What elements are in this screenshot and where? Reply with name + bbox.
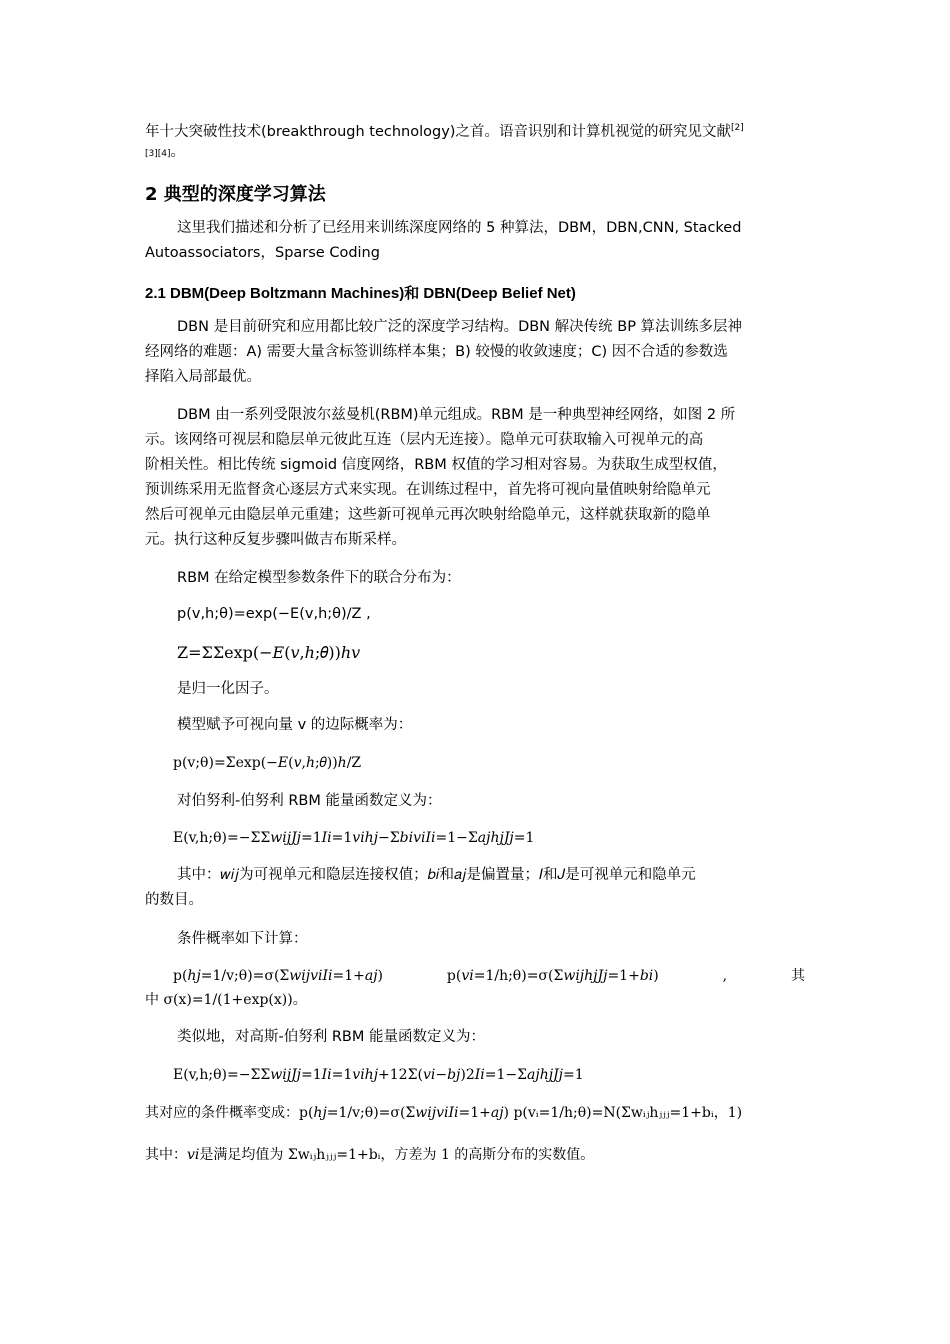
formula: 其	[790, 968, 805, 984]
paragraph-line: 对伯努利-伯努利 RBM 能量函数定义为：	[177, 793, 442, 809]
citation-ref: [2]	[730, 123, 744, 133]
text-line	[145, 116, 744, 145]
text-line	[145, 140, 185, 167]
paragraph-line: 的数目。	[145, 892, 203, 908]
paragraph-line: DBM 由一系列受限波尔兹曼机(RBM)单元组成。RBM 是一种典型神经网络，如图 2 所	[177, 407, 736, 423]
paragraph-line: 择陷入局部最优。	[145, 369, 261, 385]
paragraph-line: 阶相关性。相比传统 sigmoid 信度网络，RBM 权值的学习相对容易。为获取生成型权值，	[145, 457, 727, 473]
formula-row	[173, 964, 805, 989]
formula: 中 σ(x)=1/(1+exp(x))。	[145, 992, 307, 1008]
paragraph-line: DBN 是目前研究和应用都比较广泛的深度学习结构。DBN 解决传统 BP 算法训练多层神	[177, 319, 743, 335]
paragraph-line: 其中：𝑣𝑖是满足均值为 Σwᵢⱼhⱼⱼⱼ=1+bᵢ，方差为 1 的高斯分布的实数值。	[145, 1147, 595, 1163]
paragraph-line: 元。执行这种反复步骤叫做吉布斯采样。	[145, 532, 406, 548]
formula: p(v;θ)=Σexp(−𝐸(𝑣,ℎ;𝜃))ℎ/Z	[173, 755, 362, 771]
formula: p(𝑣𝑖=1/h;θ)=σ(Σ𝑤𝑖𝑗ℎ𝑗𝐽𝑗=1+𝑏𝑖)	[446, 968, 659, 984]
text-span: 年十大突破性技术(breakthrough technology)之首。语音识别和计算机视觉的研究见文献	[145, 124, 731, 140]
text-span: 。	[170, 144, 185, 160]
paragraph-line: 条件概率如下计算：	[177, 931, 308, 947]
paragraph-line: 经网络的难题：A) 需要大量含标签训练样本集；B) 较慢的收敛速度；C) 因不合适的参数选	[145, 344, 728, 360]
formula: ,	[722, 968, 728, 984]
paragraph-line: 预训练采用无监督贪心逐层方式来实现。在训练过程中，首先将可视向量值映射给隐单元	[145, 482, 711, 498]
formula: E(v,h;θ)=−ΣΣ𝑤𝑖𝑗𝐽𝑗=1𝐼𝑖=1𝑣𝑖ℎ𝑗−Σ𝑏𝑖𝑣𝑖𝐼𝑖=1−Σ𝑎𝑗ℎ𝑗𝐽𝑗=1	[173, 830, 535, 846]
paragraph-line: 其中：𝑤𝑖𝑗为可视单元和隐层连接权值；𝑏𝑖和𝑎𝑗是偏置量；𝐼和𝐽是可视单元和隐单元	[177, 867, 696, 883]
formula: Z=ΣΣexp(−𝐸(𝑣,ℎ;𝜃))ℎ𝑣	[177, 643, 361, 662]
paragraph-line: 是归一化因子。	[177, 681, 279, 697]
paragraph-line: 这里我们描述和分析了已经用来训练深度网络的 5 种算法，DBM，DBN,CNN, Stacked	[177, 220, 742, 236]
formula: p(ℎ𝑗=1/v;θ)=σ(Σ𝑤𝑖𝑗𝑣𝑖𝐼𝑖=1+𝑎𝑗)	[173, 968, 384, 984]
subsection-heading: 2.1 DBM(Deep Boltzmann Machines)和 DBN(Deep Belief Net)	[145, 285, 576, 302]
citation-ref: [3][4]	[145, 149, 171, 159]
section-heading: 2 典型的深度学习算法	[145, 184, 326, 205]
paragraph-line: RBM 在给定模型参数条件下的联合分布为：	[177, 570, 461, 586]
paragraph-line: 模型赋予可视向量 v 的边际概率为：	[177, 717, 413, 733]
formula: p(v,h;θ)=exp(−E(v,h;θ)/Z ,	[177, 606, 371, 622]
formula: E(v,h;θ)=−ΣΣ𝑤𝑖𝑗𝐽𝑗=1𝐼𝑖=1𝑣𝑖ℎ𝑗+12Σ(𝑣𝑖−𝑏𝑗)2𝐼𝑖=1−Σ𝑎𝑗ℎ𝑗𝐽𝑗=1	[173, 1067, 584, 1083]
paragraph-line: 示。该网络可视层和隐层单元彼此互连（层内无连接）。隐单元可获取输入可视单元的高	[145, 432, 704, 448]
paragraph-line: Autoassociators，Sparse Coding	[145, 245, 380, 261]
paragraph-line: 类似地，对高斯-伯努利 RBM 能量函数定义为：	[177, 1029, 485, 1045]
paragraph-line: 然后可视单元由隐层单元重建；这些新可视单元再次映射给隐单元，这样就获取新的隐单	[145, 507, 711, 523]
paragraph-line: 其对应的条件概率变成：p(ℎ𝑗=1/v;θ)=σ(Σ𝑤𝑖𝑗𝑣𝑖𝐼𝑖=1+𝑎𝑗) p(vᵢ=1/h;θ)=N(Σwᵢⱼhⱼⱼⱼ=1+bᵢ，1)	[145, 1105, 743, 1121]
